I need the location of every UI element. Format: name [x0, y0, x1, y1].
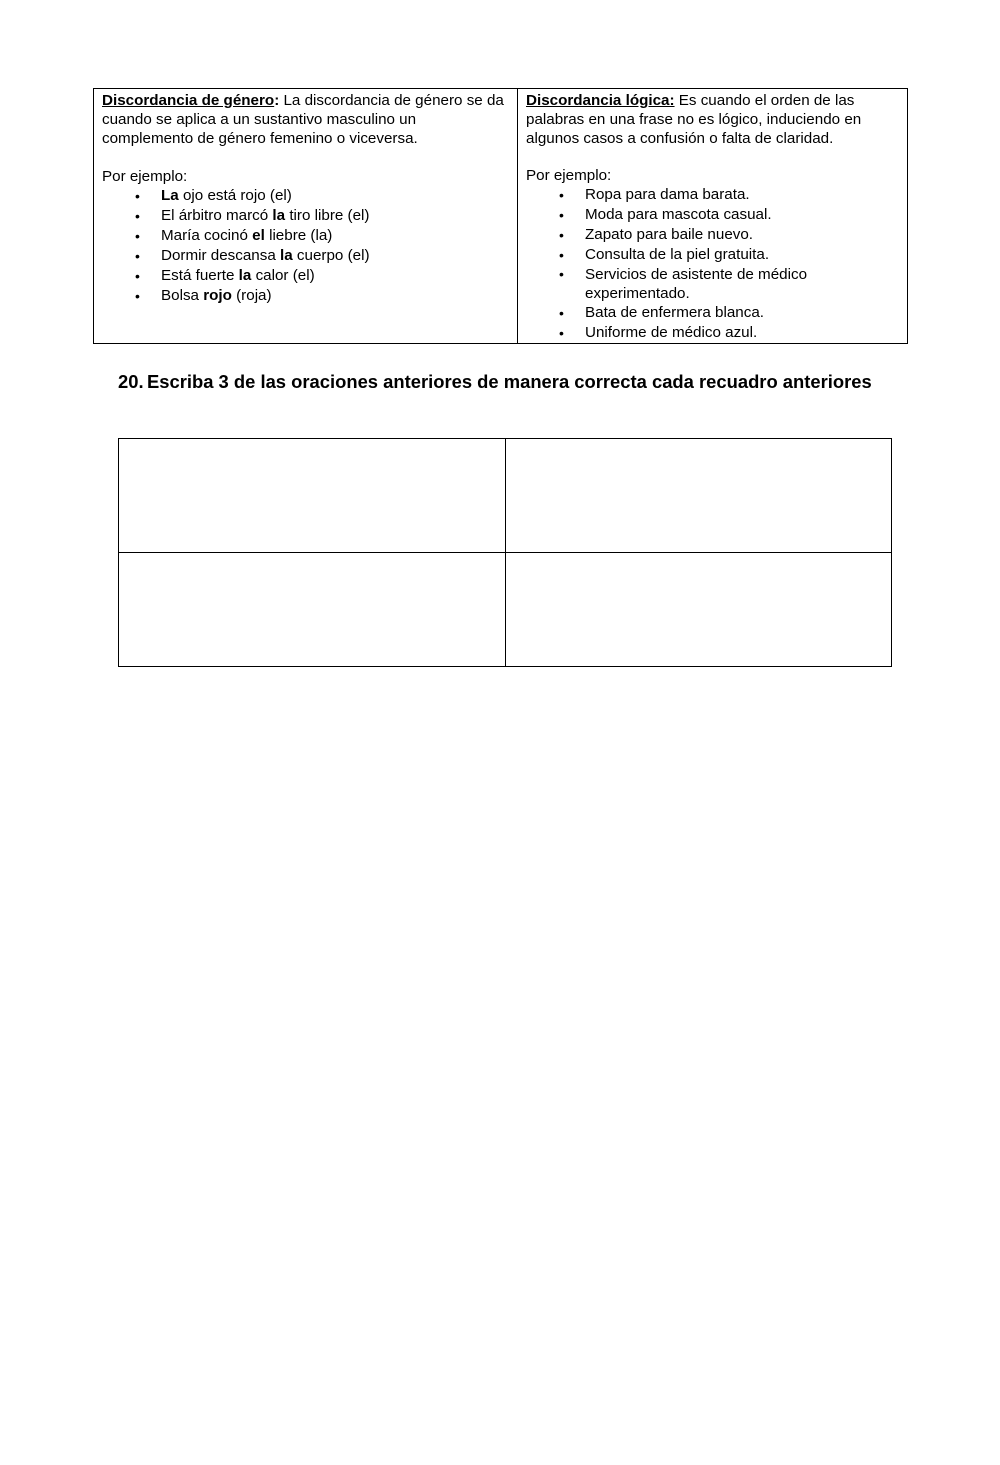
logical-examples-list	[526, 185, 899, 343]
logical-term: Discordancia lógica:	[526, 92, 675, 109]
gender-term: Discordancia de género	[102, 92, 275, 109]
answer-box-3[interactable]	[119, 553, 506, 667]
gender-definition-text: La discordancia de género se da cuando se aplica a un sustantivo masculino un complemento de género femenino o viceversa.	[102, 92, 504, 147]
list-item: • Bata de enfermera blanca.	[559, 304, 764, 321]
logical-examples-label: Por ejemplo:	[526, 167, 612, 184]
logical-definition-text: Es cuando el orden de las palabras en una frase no es lógico, induciendo en algunos casos a confusión o falta de claridad.	[526, 92, 862, 147]
bullet-icon: •	[135, 188, 140, 204]
list-item: • Consulta de la piel gratuita.	[559, 246, 770, 263]
question-20	[118, 369, 878, 395]
bullet-icon: •	[135, 268, 140, 284]
bullet-icon: •	[559, 266, 564, 282]
gender-definition	[102, 91, 509, 148]
answer-box-2[interactable]	[505, 439, 892, 553]
list-item: • Bolsa rojo (roja)	[135, 287, 272, 304]
bullet-icon: •	[135, 248, 140, 264]
logical-definition	[526, 91, 899, 148]
bullet-icon: •	[559, 325, 564, 341]
discordance-table	[93, 88, 908, 344]
bullet-icon: •	[135, 288, 140, 304]
list-item: • Uniforme de médico azul.	[559, 324, 758, 341]
question-number: 20.	[118, 371, 144, 392]
answer-box-4[interactable]	[505, 553, 892, 667]
bullet-icon: •	[559, 305, 564, 321]
list-item: • María cocinó el liebre (la)	[135, 227, 333, 244]
bullet-icon: •	[559, 247, 564, 263]
logical-discordance-cell	[518, 89, 908, 344]
list-item: • Moda para mascota casual.	[559, 206, 772, 223]
question-text: Escriba 3 de las oraciones anteriores de manera correcta cada recuadro anteriores	[147, 371, 872, 392]
list-item: • Ropa para dama barata.	[559, 186, 750, 203]
bullet-icon: •	[559, 227, 564, 243]
answer-grid	[118, 438, 892, 667]
gender-term-colon: :	[274, 92, 280, 109]
list-item: • Está fuerte la calor (el)	[135, 267, 315, 284]
bullet-icon: •	[135, 208, 140, 224]
list-item: • Dormir descansa la cuerpo (el)	[135, 247, 370, 264]
bullet-icon: •	[559, 187, 564, 203]
list-item: • Servicios de asistente de médico experimentado.	[559, 266, 808, 302]
gender-examples-list	[102, 186, 509, 306]
bullet-icon: •	[559, 207, 564, 223]
list-item: • El árbitro marcó la tiro libre (el)	[135, 207, 370, 224]
gender-discordance-cell	[94, 89, 518, 344]
list-item: • La ojo está rojo (el)	[135, 187, 292, 204]
answer-box-1[interactable]	[119, 439, 506, 553]
gender-examples-label: Por ejemplo:	[102, 168, 188, 185]
list-item: • Zapato para baile nuevo.	[559, 226, 754, 243]
bullet-icon: •	[135, 228, 140, 244]
